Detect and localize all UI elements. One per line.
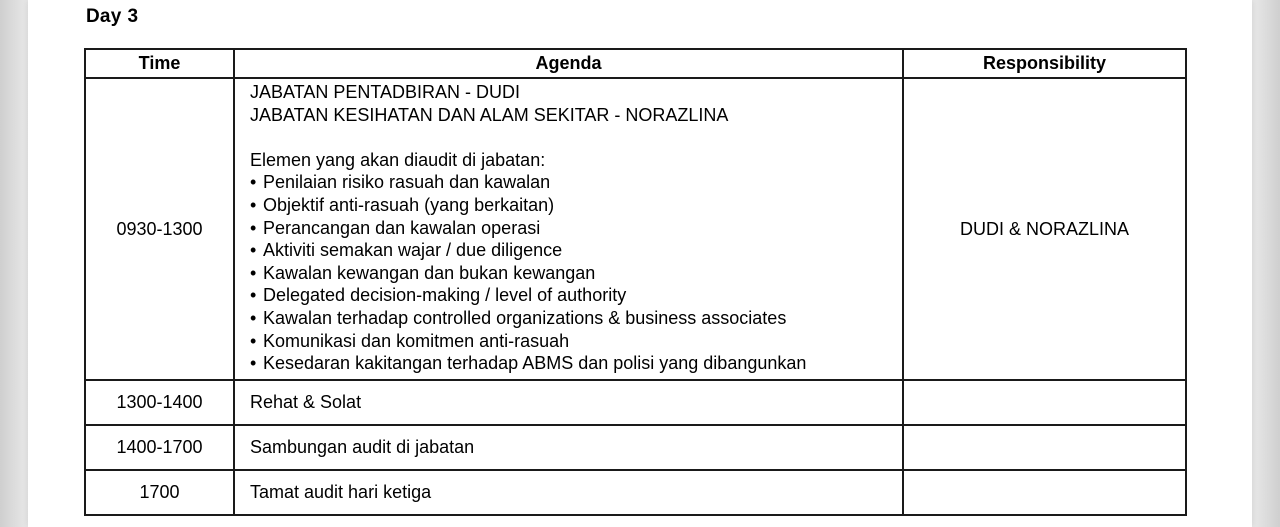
list-item-text: Komunikasi dan komitmen anti-rasuah [263, 330, 570, 351]
bullet-icon: • [250, 353, 257, 374]
agenda-cell [234, 78, 903, 380]
responsibility-cell [903, 380, 1186, 425]
agenda-cell: Sambungan audit di jabatan [234, 425, 903, 470]
responsibility-cell [903, 470, 1186, 515]
bullet-icon: • [250, 262, 257, 283]
bullet-icon: • [250, 172, 257, 193]
list-item [250, 239, 902, 262]
responsibility-cell: DUDI & NORAZLINA [903, 78, 1186, 380]
list-item [250, 262, 902, 285]
bullet-icon: • [250, 307, 257, 328]
time-cell: 1700 [85, 470, 234, 515]
header-agenda: Agenda [234, 49, 903, 78]
list-item-text: Objektif anti-rasuah (yang berkaitan) [263, 194, 555, 215]
list-item-text: Penilaian risiko rasuah dan kawalan [263, 172, 551, 193]
spacer [250, 126, 902, 149]
agenda-cell: Tamat audit hari ketiga [234, 470, 903, 515]
list-item-text: Kawalan kewangan dan bukan kewangan [263, 262, 596, 283]
bullet-icon: • [250, 217, 257, 238]
table-row [85, 380, 1186, 425]
header-time: Time [85, 49, 234, 78]
list-item [250, 352, 902, 375]
table-header-row [85, 49, 1186, 78]
list-item [250, 217, 902, 240]
department-line: JABATAN PENTADBIRAN - DUDI [250, 82, 521, 102]
time-cell: 1300-1400 [85, 380, 234, 425]
day-heading [86, 6, 138, 28]
day-label: Day [86, 6, 122, 27]
list-item [250, 171, 902, 194]
bullet-icon: • [250, 194, 257, 215]
list-item [250, 330, 902, 353]
list-item [250, 307, 902, 330]
agenda-table [84, 48, 1187, 516]
list-item-text: Perancangan dan kawalan operasi [263, 217, 541, 238]
agenda-cell: Rehat & Solat [234, 380, 903, 425]
list-item [250, 284, 902, 307]
list-item [250, 194, 902, 217]
time-cell: 0930-1300 [85, 78, 234, 380]
list-item-text: Aktiviti semakan wajar / due diligence [263, 240, 563, 261]
table-row [85, 425, 1186, 470]
table-row [85, 470, 1186, 515]
agenda-intro: Elemen yang akan diaudit di jabatan: [250, 149, 546, 170]
bullet-icon: • [250, 330, 257, 351]
responsibility-cell [903, 425, 1186, 470]
list-item-text: Delegated decision-making / level of authority [263, 285, 627, 306]
time-cell: 1400-1700 [85, 425, 234, 470]
list-item-text: Kesedaran kakitangan terhadap ABMS dan polisi yang dibangunkan [263, 353, 807, 374]
table-row [85, 78, 1186, 380]
bullet-icon: • [250, 240, 257, 261]
day-number: 3 [127, 6, 139, 27]
header-responsibility: Responsibility [903, 49, 1186, 78]
list-item-text: Kawalan terhadap controlled organizations & business associates [263, 307, 787, 328]
bullet-icon: • [250, 285, 257, 306]
department-line: JABATAN KESIHATAN DAN ALAM SEKITAR - NORAZLINA [250, 104, 729, 125]
